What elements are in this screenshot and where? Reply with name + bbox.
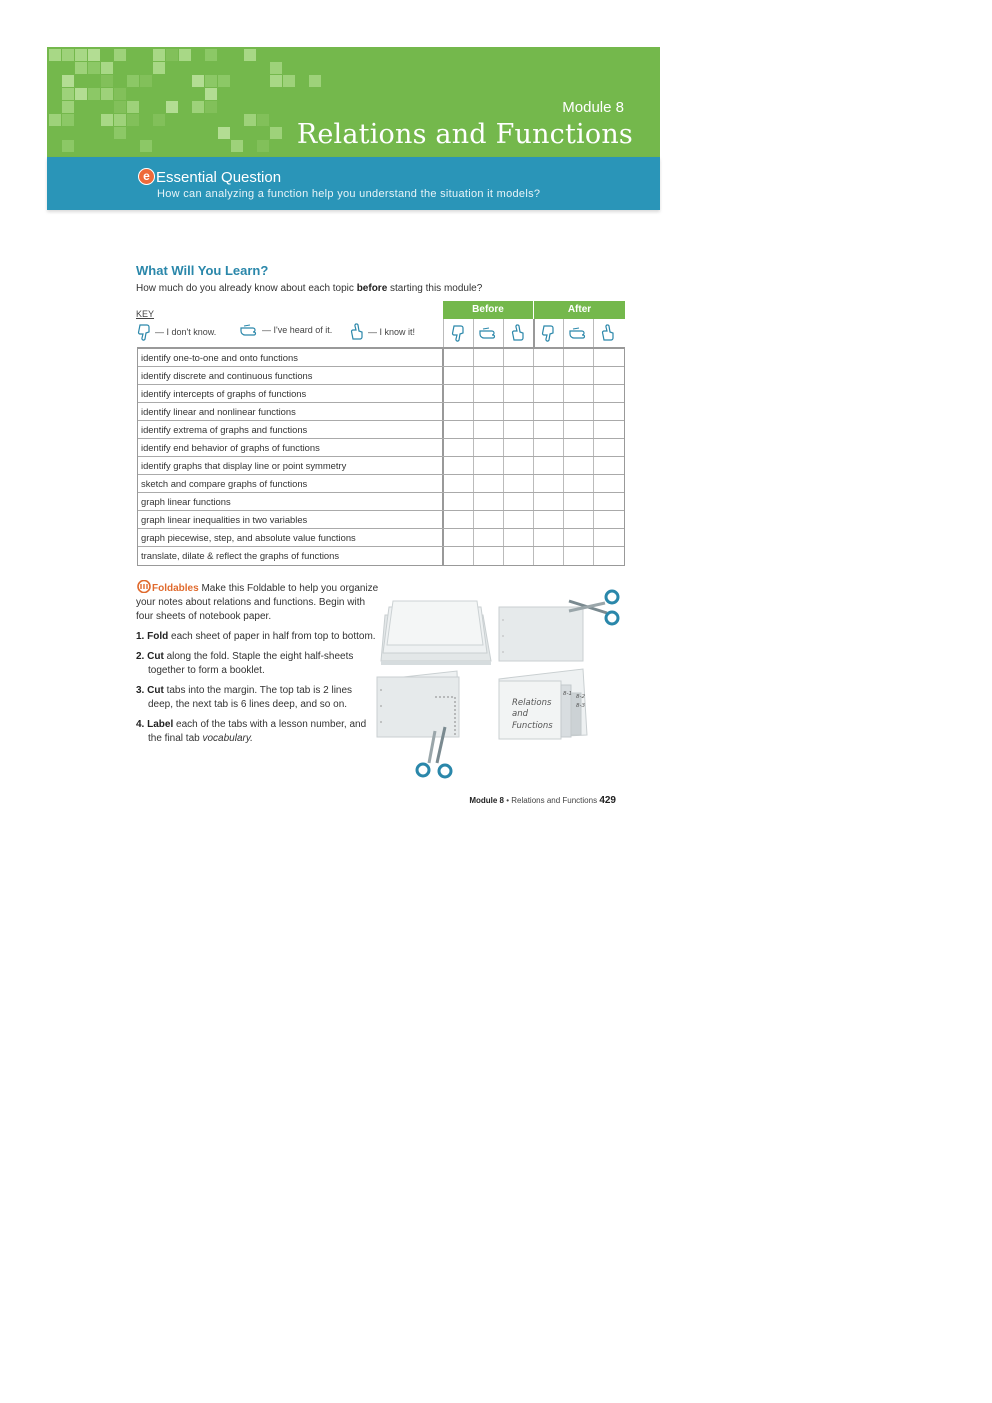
rating-checkbox-cell[interactable] [444, 403, 474, 420]
decorative-pixel [88, 62, 100, 74]
rating-checkbox-cell[interactable] [594, 457, 624, 474]
decorative-pixel [153, 114, 165, 126]
rating-checkbox-cell[interactable] [594, 367, 624, 384]
step-item: 4. Label each of the tabs with a lesson number, and the final tab vocabulary. [136, 719, 367, 744]
key-item-know-it: — I know it! [350, 323, 415, 341]
thumbs-down-icon [137, 323, 153, 341]
rating-checkbox-cell[interactable] [534, 529, 564, 546]
rating-checkbox-cell[interactable] [564, 385, 594, 402]
decorative-pixel [101, 62, 113, 74]
rating-checkbox-cell[interactable] [564, 457, 594, 474]
decorative-pixel [127, 75, 139, 87]
folded-sheets-graphic [381, 601, 491, 665]
topic-label: graph linear functions [138, 493, 444, 510]
rating-checkbox-cell[interactable] [444, 349, 474, 366]
rating-checkbox-cell[interactable] [594, 475, 624, 492]
decorative-pixel [205, 49, 217, 61]
decorative-pixel [62, 101, 74, 113]
page-footer: Module 8 • Relations and Functions 429 [469, 795, 616, 806]
decorative-pixel [153, 49, 165, 61]
rating-checkbox-cell[interactable] [474, 403, 504, 420]
rating-checkbox-cell[interactable] [594, 493, 624, 510]
decorative-pixel [62, 75, 74, 87]
rating-checkbox-cell[interactable] [444, 421, 474, 438]
decorative-pixel [205, 101, 217, 113]
rating-checkbox-cell[interactable] [564, 529, 594, 546]
rating-checkbox-cell[interactable] [564, 547, 594, 565]
decorative-pixel [114, 114, 126, 126]
rating-checkbox-cell[interactable] [534, 511, 564, 528]
key-item-heard-of: — I've heard of it. [240, 323, 332, 337]
decorative-pixel [270, 127, 282, 139]
rating-checkbox-cell[interactable] [474, 529, 504, 546]
essential-question-title: Essential Question [156, 169, 282, 186]
rating-checkbox-cell[interactable] [444, 511, 474, 528]
decorative-pixel [205, 75, 217, 87]
key-item-dont-know: — I don't know. [137, 323, 216, 341]
rating-checkbox-cell[interactable] [444, 385, 474, 402]
decorative-pixel [88, 49, 100, 61]
table-row [138, 547, 624, 565]
rating-checkbox-cell[interactable] [504, 475, 534, 492]
rating-checkbox-cell[interactable] [534, 349, 564, 366]
decorative-pixel [231, 140, 243, 152]
foldables-book-icon [136, 580, 152, 593]
rating-checkbox-cell[interactable] [474, 457, 504, 474]
rating-checkbox-cell[interactable] [534, 439, 564, 456]
module-number: Module 8 [562, 99, 624, 116]
decorative-pixel [62, 140, 74, 152]
rating-checkbox-cell[interactable] [504, 349, 534, 366]
decorative-pixel [101, 88, 113, 100]
rating-checkbox-cell[interactable] [504, 385, 534, 402]
rating-checkbox-cell[interactable] [534, 385, 564, 402]
rating-checkbox-cell[interactable] [564, 475, 594, 492]
table-row [138, 529, 624, 547]
flat-hand-icon [240, 323, 260, 337]
decorative-pixel [218, 75, 230, 87]
decorative-pixel [62, 88, 74, 100]
table-row [138, 457, 624, 475]
flat-hand-icon [473, 319, 503, 347]
table-row [138, 439, 624, 457]
topic-label: graph linear inequalities in two variables [138, 511, 444, 528]
tab-label: 8-2 [576, 694, 585, 700]
decorative-pixel [192, 101, 204, 113]
rating-checkbox-cell[interactable] [504, 421, 534, 438]
labeled-booklet-graphic [499, 669, 587, 739]
rating-checkbox-cell[interactable] [474, 439, 504, 456]
rating-checkbox-cell[interactable] [504, 529, 534, 546]
rating-checkbox-cell[interactable] [474, 385, 504, 402]
decorative-pixel [127, 114, 139, 126]
decorative-pixel [179, 49, 191, 61]
rating-checkbox-cell[interactable] [474, 547, 504, 565]
decorative-pixel [49, 49, 61, 61]
rating-checkbox-cell[interactable] [534, 367, 564, 384]
after-column-header: After [534, 301, 625, 319]
rating-checkbox-cell[interactable] [594, 349, 624, 366]
before-column-header: Before [443, 301, 533, 319]
table-row [138, 403, 624, 421]
decorative-pixel [270, 75, 282, 87]
thumbs-up-icon [350, 323, 366, 341]
table-row [138, 385, 624, 403]
rating-checkbox-cell[interactable] [504, 511, 534, 528]
rating-checkbox-cell[interactable] [444, 475, 474, 492]
section-intro: How much do you already know about each topic before starting this module? [136, 283, 483, 294]
rating-checkbox-cell[interactable] [594, 385, 624, 402]
page-number: 429 [599, 795, 616, 806]
step-item: 3. Cut tabs into the margin. The top tab is 2 lines deep, the next tab is 6 lines deep, and so on. [136, 685, 353, 710]
topic-label: sketch and compare graphs of functions [138, 475, 444, 492]
essential-question-bar [47, 157, 660, 210]
rating-checkbox-cell[interactable] [534, 457, 564, 474]
decorative-pixel [257, 114, 269, 126]
foldables-steps [136, 630, 376, 752]
decorative-pixel [192, 75, 204, 87]
rating-checkbox-cell[interactable] [504, 403, 534, 420]
flat-hand-icon [563, 319, 593, 347]
table-row [138, 475, 624, 493]
decorative-pixel [114, 101, 126, 113]
thumbs-up-icon [593, 319, 623, 347]
rating-checkbox-cell[interactable] [594, 403, 624, 420]
rating-checkbox-cell[interactable] [534, 475, 564, 492]
rating-checkbox-cell[interactable] [564, 493, 594, 510]
decorative-pixel [101, 114, 113, 126]
topic-label: identify one-to-one and onto functions [138, 349, 444, 366]
topic-label: translate, dilate & reflect the graphs of functions [138, 547, 444, 565]
thumbs-up-icon [503, 319, 533, 347]
foldables-intro: Foldables Make this Foldable to help you organize your notes about relations and functions. Begin with four sheets of notebook paper. [136, 580, 381, 624]
rating-checkbox-cell[interactable] [474, 367, 504, 384]
decorative-pixel [153, 62, 165, 74]
decorative-pixel [62, 49, 74, 61]
decorative-pixel [166, 49, 178, 61]
rating-checkbox-cell[interactable] [444, 547, 474, 565]
booklet-label-line: Functions [512, 721, 553, 731]
thumbs-down-icon [533, 319, 563, 347]
decorative-pixel [205, 88, 217, 100]
rating-checkbox-cell[interactable] [564, 367, 594, 384]
rating-checkbox-cell[interactable] [594, 421, 624, 438]
decorative-pixel [75, 62, 87, 74]
table-row [138, 493, 624, 511]
decorative-pixel [49, 114, 61, 126]
rating-checkbox-cell[interactable] [504, 457, 534, 474]
rating-checkbox-cell[interactable] [564, 511, 594, 528]
rating-checkbox-cell[interactable] [444, 439, 474, 456]
decorative-pixel [283, 75, 295, 87]
rating-checkbox-cell[interactable] [444, 529, 474, 546]
rating-checkbox-cell[interactable] [504, 367, 534, 384]
decorative-pixel [62, 114, 74, 126]
decorative-pixel [257, 140, 269, 152]
decorative-pixel [101, 75, 113, 87]
topic-label: graph piecewise, step, and absolute value functions [138, 529, 444, 546]
decorative-pixel [75, 49, 87, 61]
table-row [138, 367, 624, 385]
topic-label: identify linear and nonlinear functions [138, 403, 444, 420]
rating-checkbox-cell[interactable] [534, 421, 564, 438]
step-item: 1. Fold each sheet of paper in half from top to bottom. [136, 631, 376, 642]
section-heading: What Will You Learn? [136, 263, 269, 278]
rating-checkbox-cell[interactable] [594, 439, 624, 456]
decorative-pixel [140, 140, 152, 152]
rating-checkbox-cell[interactable] [534, 403, 564, 420]
rating-checkbox-cell[interactable] [504, 439, 534, 456]
foldable-illustration [373, 585, 633, 785]
e-icon: e [138, 168, 155, 185]
topic-label: identify discrete and continuous functions [138, 367, 444, 384]
rating-checkbox-cell[interactable] [474, 421, 504, 438]
rating-checkbox-cell[interactable] [444, 457, 474, 474]
rating-icon-row [443, 319, 625, 347]
decorative-pixel [244, 114, 256, 126]
rating-checkbox-cell[interactable] [594, 529, 624, 546]
decorative-pixel [88, 88, 100, 100]
rating-checkbox-cell[interactable] [474, 475, 504, 492]
table-row [138, 349, 624, 367]
step-item: 2. Cut along the fold. Staple the eight half-sheets together to form a booklet. [136, 651, 354, 676]
module-banner [47, 47, 660, 157]
rating-checkbox-cell[interactable] [504, 547, 534, 565]
decorative-pixel [127, 101, 139, 113]
rating-checkbox-cell[interactable] [564, 439, 594, 456]
booklet-label-line: and [512, 709, 528, 719]
rating-checkbox-cell[interactable] [444, 367, 474, 384]
decorative-pixel [218, 127, 230, 139]
rating-checkbox-cell[interactable] [504, 493, 534, 510]
topic-label: identify graphs that display line or point symmetry [138, 457, 444, 474]
decorative-pixel [166, 101, 178, 113]
rating-checkbox-cell[interactable] [474, 511, 504, 528]
decorative-pixel [114, 127, 126, 139]
decorative-pixel [114, 49, 126, 61]
decorative-pixel [114, 88, 126, 100]
rating-checkbox-cell[interactable] [594, 511, 624, 528]
rating-checkbox-cell[interactable] [474, 493, 504, 510]
rating-checkbox-cell[interactable] [564, 421, 594, 438]
rating-checkbox-cell[interactable] [564, 403, 594, 420]
tab-label: 8-1 [563, 691, 572, 697]
decorative-pixel [140, 75, 152, 87]
topics-table [137, 347, 625, 566]
decorative-pixel [75, 88, 87, 100]
decorative-pixel [270, 62, 282, 74]
stapled-booklet-graphic [377, 671, 459, 737]
topic-label: identify end behavior of graphs of functions [138, 439, 444, 456]
rating-checkbox-cell[interactable] [534, 547, 564, 565]
rating-checkbox-cell[interactable] [534, 493, 564, 510]
tab-label: 8-3 [576, 703, 585, 709]
rating-checkbox-cell[interactable] [564, 349, 594, 366]
essential-question-text: How can analyzing a function help you understand the situation it models? [157, 188, 541, 200]
key-label: KEY [136, 309, 155, 319]
page-title: Relations and Functions [296, 119, 633, 150]
decorative-pixel [309, 75, 321, 87]
booklet-label-line: Relations [512, 698, 552, 708]
thumbs-down-icon [443, 319, 473, 347]
table-row [138, 421, 624, 439]
topic-label: identify intercepts of graphs of functions [138, 385, 444, 402]
rating-checkbox-cell[interactable] [474, 349, 504, 366]
cut-sheet-graphic [499, 607, 583, 661]
rating-checkbox-cell[interactable] [444, 493, 474, 510]
decorative-pixel [244, 49, 256, 61]
rating-checkbox-cell[interactable] [594, 547, 624, 565]
topic-label: identify extrema of graphs and functions [138, 421, 444, 438]
table-row [138, 511, 624, 529]
